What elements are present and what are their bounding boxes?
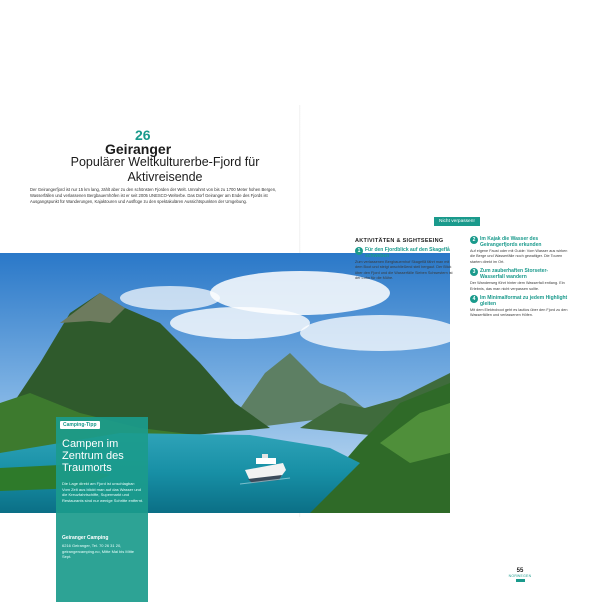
- page-region-label: NORWEGEN: [508, 574, 532, 578]
- activity-text: Der Wanderweg führt hinter dem Wasserfall entlang. Ein Erlebnis, das man nicht verpassen sollte.: [470, 281, 565, 291]
- camping-tip-body: Die Lage direkt am Fjord ist unschlagbar: Vom Zelt aus blickt man auf das Wasser und die Kreuzfahrtschiffe, Supermarkt und Restaurants sind nur wenige Schritte entfernt.: [62, 481, 144, 503]
- activity-title: Zum zauberhaften Storseter-Wasserfall wandern: [480, 268, 549, 281]
- activity-text: Mit dem Elektroboot geht es lautlos über den Fjord zu den Wasserfällen und verlassenen Höfen.: [470, 308, 568, 318]
- book-spread: [0, 105, 600, 578]
- page-subtitle: Populärer Weltkulturerbe-Fjord für Aktivreisende: [70, 155, 260, 184]
- page-title: Geiranger: [105, 141, 172, 157]
- activity-text: Zum verlassenen Bergbauernhof Skageflå fährt man mit dem Boot und steigt anschließend steil bergauf. Der Blick über den Fjord und die Wasserfälle Sieben Schwestern ist der Lohn für die Mühe.: [355, 260, 453, 281]
- activity-title: Im Kajak die Wasser des Geirangerfjords erkunden: [480, 236, 542, 248]
- intro-paragraph: Der Geirangerfjord ist nur 15 km lang, zählt aber zu den schönsten Fjorden der Welt. Umrahmt von bis zu 1700 Meter hohen Bergen, Wasserfällen und verlassenen Bergbauernhöfen ist er seit 2005 UNESCO-Welterbe. Das Dorf Geiranger am Ende des Fjords ist Ausgangspunkt für Wanderungen, Kajaktouren und Ausflüge zu den spektakulären Aussichtspunkten der Umgebung.: [30, 187, 277, 204]
- camping-place-info: 6216 Geiranger, Tel. 70 26 31 20, geirangercamping.no, Mitte Mai bis Mitte Sept.: [62, 543, 135, 559]
- activity-item: [470, 295, 572, 319]
- camping-tip-title: Campen im Zentrum des Traumorts: [62, 438, 124, 474]
- folio-bar-icon: [516, 579, 525, 582]
- photo-caption-heading: INSTAGRAM-MOMENT: [370, 560, 415, 564]
- camping-tip-tag: Camping-Tipp: [60, 421, 100, 429]
- activity-number-badge: 3: [470, 268, 478, 276]
- section-heading: AKTIVITÄTEN & SIGHTSEEING: [355, 238, 444, 244]
- page-number: 55: [516, 568, 524, 574]
- tab-label: Nicht verpassen!: [434, 217, 480, 226]
- camping-place-name: Geiranger Camping: [62, 535, 109, 541]
- chapter-number: 26: [135, 127, 151, 143]
- activity-item: [470, 236, 572, 265]
- activities-column-right: [470, 236, 572, 322]
- activity-number-badge: 2: [470, 236, 478, 244]
- activities-column-left: [355, 247, 457, 285]
- photo-caption: [370, 560, 430, 575]
- activity-number-badge: 1: [355, 247, 363, 255]
- activity-text: Auf eigene Faust oder mit Guide: Vom Wasser aus wirken die Berge und Wasserfälle noch gewaltiger. Die Touren starten direkt im Ort.: [470, 249, 568, 264]
- photo-caption-text: Das bekannteste Motiv des Fjords: Kreuzfahrtschiff vor der Bergkulisse.: [370, 565, 428, 574]
- activity-title: Im Minimalformat zu jedem Highlight gleiten: [480, 295, 568, 308]
- activity-number-badge: 4: [470, 295, 478, 303]
- activity-title: Für den Fjordblick auf den Skageflå schweben: [365, 247, 450, 259]
- page-folio: [508, 568, 532, 582]
- activity-item: [470, 268, 572, 292]
- camping-tip-box: [56, 417, 148, 602]
- activity-item: [355, 247, 457, 282]
